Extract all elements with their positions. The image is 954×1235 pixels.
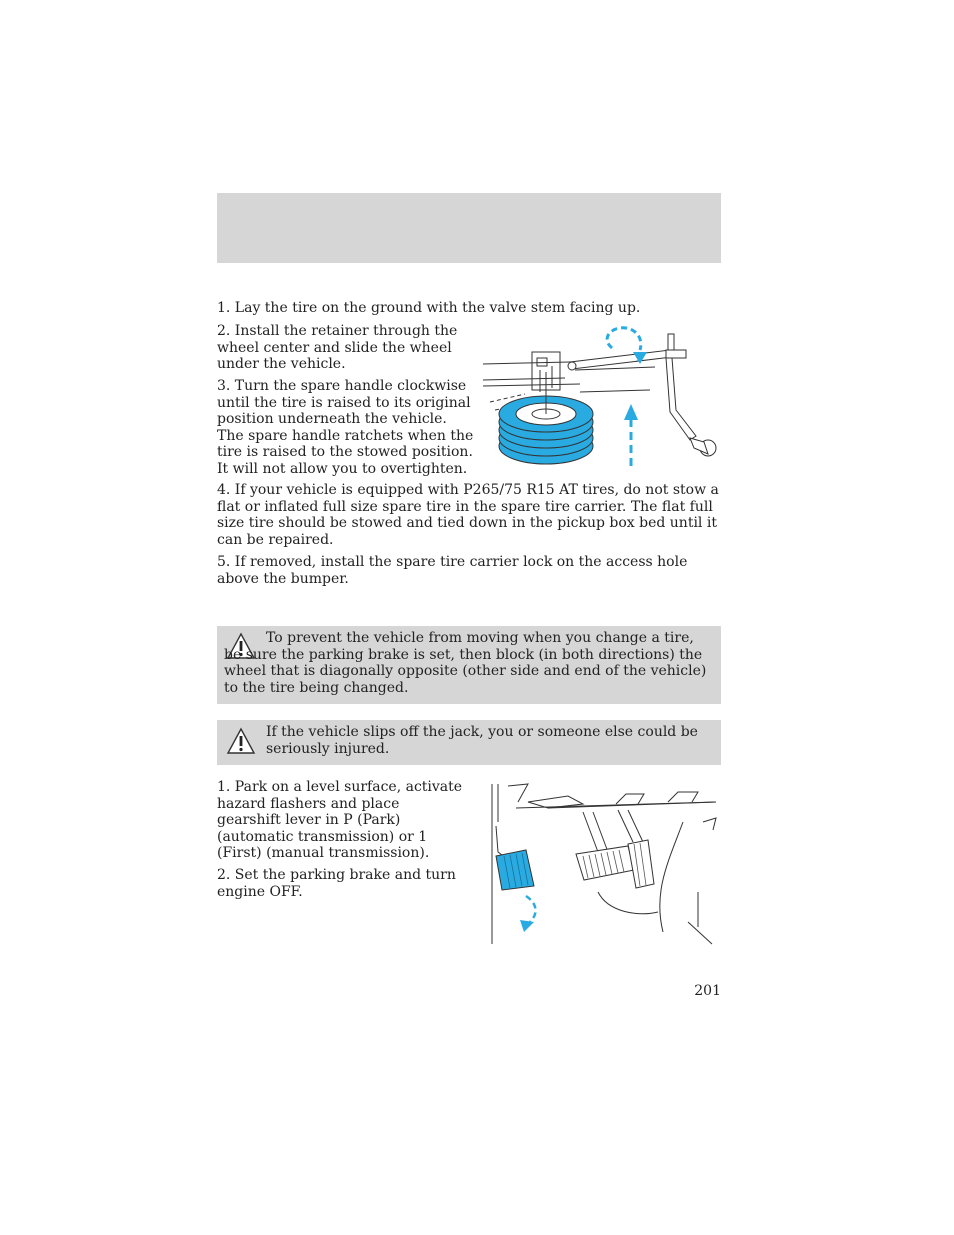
stow-step-1: 1. Lay the tire on the ground with the valve stem facing up. xyxy=(217,300,641,316)
warning-text-parking-brake: To prevent the vehicle from moving when you change a tire, be sure the parking brake is set, then block (in both directions) the wheel that is diagonally opposite (other side and end of the vehicle) to the tire being changed. xyxy=(224,630,707,696)
warning-box-jack-slip xyxy=(217,720,721,765)
stow-step-4: 4. If your vehicle is equipped with P265/75 R15 AT tires, do not stow a flat or inflated full size spare tire in the spare tire carrier. The flat full size tire should be stowed and tied down in the pickup box bed until it can be repaired. xyxy=(217,482,719,548)
page-number: 201 xyxy=(694,983,721,999)
stow-step-3: 3. Turn the spare handle clockwise until the tire is raised to its original position underneath the vehicle. The spare handle ratchets when the tire is raised to the stowed position. It will not allow you to overtighten. xyxy=(217,378,474,477)
warning-box-parking-brake xyxy=(217,626,721,704)
warning-icon xyxy=(226,727,256,755)
stow-step-2: 2. Install the retainer through the wheel center and slide the wheel under the vehicle. xyxy=(217,323,458,372)
change-step-1: 1. Park on a level surface, activate hazard flashers and place gearshift lever in P (Park) (automatic transmission) or 1 (First) (manual transmission). xyxy=(217,779,463,861)
stow-step-5: 5. If removed, install the spare tire carrier lock on the access hole above the bumper. xyxy=(217,554,688,587)
pedals-illustration xyxy=(488,782,720,947)
change-step-2: 2. Set the parking brake and turn engine OFF. xyxy=(217,867,456,900)
section-header-bar xyxy=(217,193,721,263)
warning-text-jack-slip: If the vehicle slips off the jack, you or someone else could be seriously injured. xyxy=(266,724,698,757)
spare-tire-illustration xyxy=(480,322,725,472)
